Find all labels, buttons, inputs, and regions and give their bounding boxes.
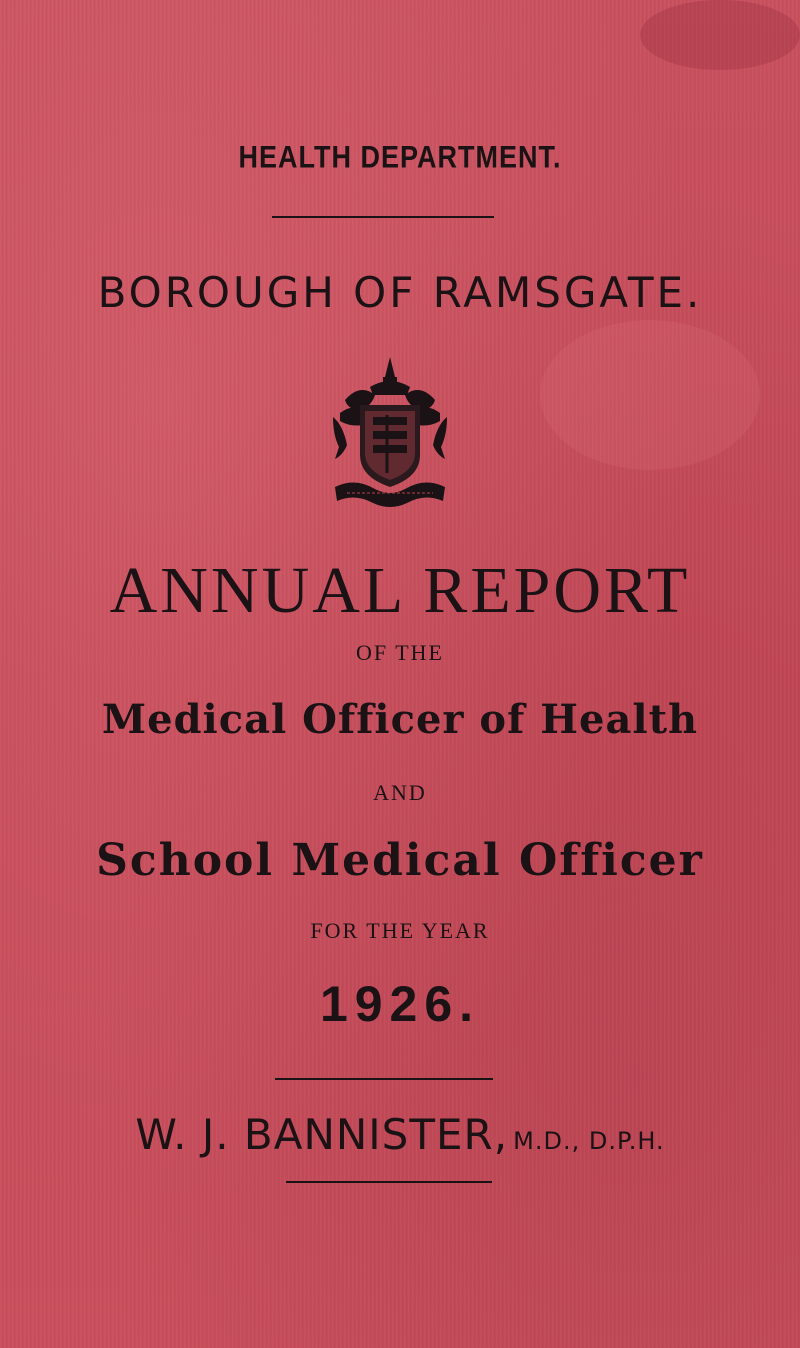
report-title: ANNUAL REPORT (109, 554, 691, 627)
divider-middle (275, 1078, 493, 1080)
paper-stain (640, 0, 800, 70)
author-qualifications: M.D., D.P.H. (513, 1127, 665, 1155)
paper-stain (540, 320, 760, 470)
borough-title: BOROUGH OF RAMSGATE. (97, 268, 703, 317)
and-text: AND (373, 780, 427, 805)
office-school-medical-officer: School Medical Officer (96, 835, 704, 886)
of-the-text: OF THE (356, 640, 444, 665)
borough-coat-of-arms-icon (325, 355, 455, 515)
report-year: 1926. (319, 976, 481, 1032)
author-line (0, 1110, 800, 1159)
office-medical-officer-of-health: Medical Officer of Health (101, 696, 699, 743)
for-the-year-text: FOR THE YEAR (310, 918, 490, 943)
divider-bottom (286, 1181, 492, 1183)
author-name: W. J. BANNISTER, (135, 1110, 509, 1159)
divider-top (272, 216, 494, 218)
department-heading: HEALTH DEPARTMENT. (238, 139, 562, 175)
